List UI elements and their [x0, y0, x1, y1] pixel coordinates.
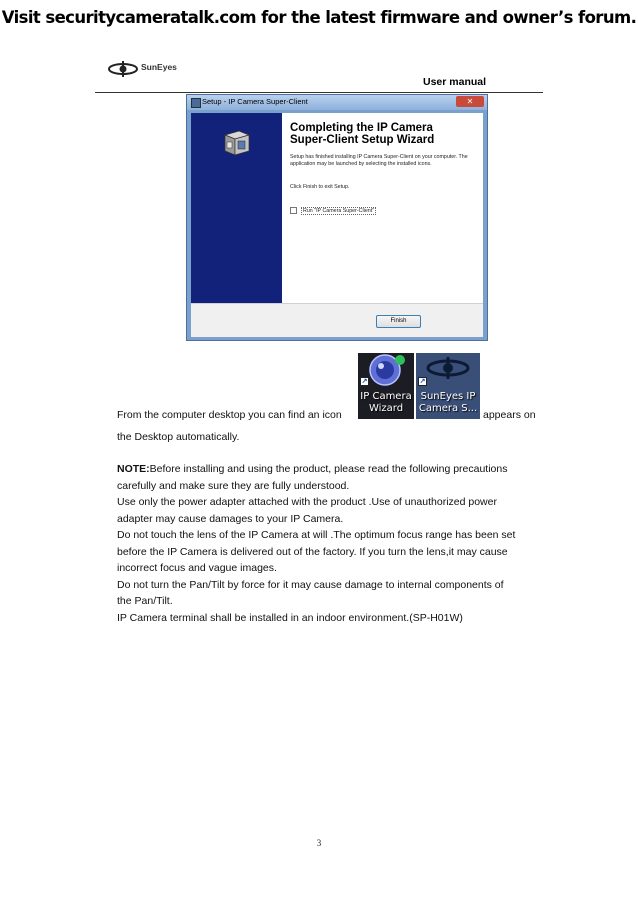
- wizard-client-area: [191, 113, 483, 337]
- wizard-button-bar: [191, 303, 483, 338]
- shortcut-arrow-icon: ↗: [361, 378, 368, 385]
- wizard-body-text: Setup has finished installing IP Camera Super-Client on your computer. The application may be launched by selecting the installed icons.: [290, 154, 468, 167]
- note-line: Use only the power adapter attached with the product .Use of unauthorized power: [117, 496, 497, 508]
- header-divider: [95, 92, 543, 93]
- finish-button[interactable]: Finish: [376, 315, 421, 328]
- setup-app-icon: [191, 98, 201, 108]
- suneyes-logo: [108, 58, 218, 82]
- ip-camera-wizard-icon: [358, 353, 414, 393]
- setup-box-icon: [221, 127, 253, 157]
- note-line-1: [117, 461, 508, 478]
- desktop-icon-ip-camera-wizard[interactable]: [358, 353, 414, 419]
- icons-sentence-line2: the Desktop automatically.: [117, 431, 240, 443]
- note-line: carefully and make sure they are fully understood.: [117, 479, 350, 492]
- note-line: Do not turn the Pan/Tilt by force for it may cause damage to internal components of: [117, 578, 504, 591]
- icons-sentence-start: From the computer desktop you can find an icon: [117, 409, 342, 421]
- shortcut-arrow-icon: ↗: [419, 378, 426, 385]
- header-title: User manual: [423, 76, 487, 88]
- installer-window: [186, 94, 488, 341]
- wizard-heading: [290, 122, 480, 146]
- desktop-icon-label-line2: Camera S...: [418, 403, 478, 414]
- close-icon[interactable]: ✕: [456, 96, 484, 107]
- note-label: NOTE:: [117, 463, 150, 475]
- note-line-1-text: Before installing and using the product, please read the following precautions: [149, 463, 508, 475]
- suneyes-ip-camera-icon: [416, 353, 480, 393]
- banner-text: Visit securitycameratalk.com for the latest firmware and owner’s forum.: [1, 8, 637, 27]
- wizard-heading-line2: Super-Client Setup Wizard: [290, 134, 435, 146]
- note-line: IP Camera terminal shall be installed in an indoor environment.(SP-H01W): [117, 611, 463, 624]
- desktop-icon-suneyes-ip-camera[interactable]: [416, 353, 480, 419]
- page-number: 3: [316, 838, 322, 848]
- note-line: the Pan/Tilt.: [117, 595, 173, 607]
- note-line: incorrect focus and vague images.: [117, 562, 277, 574]
- wizard-heading-line1: Completing the IP Camera: [290, 122, 433, 134]
- wizard-side-panel: [191, 113, 282, 303]
- wizard-content-panel: [282, 113, 483, 303]
- desktop-icon-label-line1: SunEyes IP: [420, 391, 476, 402]
- note-line: before the IP Camera is delivered out of the factory. If you turn the lens,it may cause: [117, 545, 508, 558]
- note-line: adapter may cause damages to your IP Camera.: [117, 512, 344, 525]
- run-app-checkbox[interactable]: [290, 207, 297, 214]
- window-titlebar[interactable]: [187, 95, 487, 110]
- wizard-finish-note: Click Finish to exit Setup.: [290, 184, 350, 190]
- run-app-checkbox-label[interactable]: Run "IP Camera Super-Client": [303, 208, 375, 214]
- desktop-icon-label-line2: Wizard: [368, 403, 404, 414]
- desktop-icon-label-line1: IP Camera: [360, 391, 412, 402]
- suneyes-logo-icon: [108, 60, 138, 78]
- note-line: Do not touch the lens of the IP Camera at will .The optimum focus range has been set: [117, 529, 516, 541]
- window-title: Setup - IP Camera Super-Client: [202, 97, 308, 106]
- logo-text: SunEyes: [141, 62, 177, 72]
- icons-sentence-end: appears on: [483, 409, 536, 421]
